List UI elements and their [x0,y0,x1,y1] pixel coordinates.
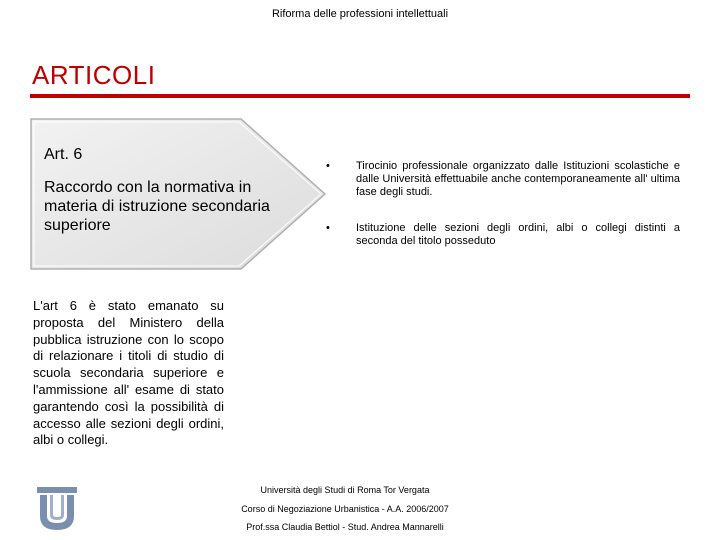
footer-university: Università degli Studi di Roma Tor Vergata [260,485,430,495]
body-paragraph: L'art 6 è stato emanato su proposta del Ministero della pubblica istruzione con lo scopo di relazionare i titoli di studio di scuola secondaria superiore e l'ammissione all' esame di stato garantendo così la possibilità di accesso alle sezioni degli ordini, albi o collegi. [33,298,224,448]
bullet-marker: • [326,160,330,172]
header-title: Riforma delle professioni intellettuali [271,8,449,20]
bullet-text: Tirocinio professionale organizzato dalle Istituzioni scolastiche e dalle Università effettuabile anche contemporaneamente all' ultima fase degli studi. [356,160,680,198]
article-subject: Raccordo con la normativa in materia di istruzione secondaria superiore [44,179,270,234]
footer-authors: Prof.ssa Claudia Bettiol - Stud. Andrea Mannarelli [246,522,444,532]
title-divider [30,94,690,98]
university-logo-icon [36,486,78,532]
bullet-list [318,160,680,271]
article-number: Art. 6 [44,146,83,163]
slide-title: ARTICOLI [32,60,156,90]
list-item [318,222,680,248]
footer-course: Corso di Negoziazione Urbanistica - A.A. 2006/2007 [241,504,449,514]
bullet-text: Istituzione delle sezioni degli ordini, albi o collegi distinti a seconda del titolo posseduto [356,222,680,247]
bullet-marker: • [326,222,330,234]
list-item [318,160,680,199]
